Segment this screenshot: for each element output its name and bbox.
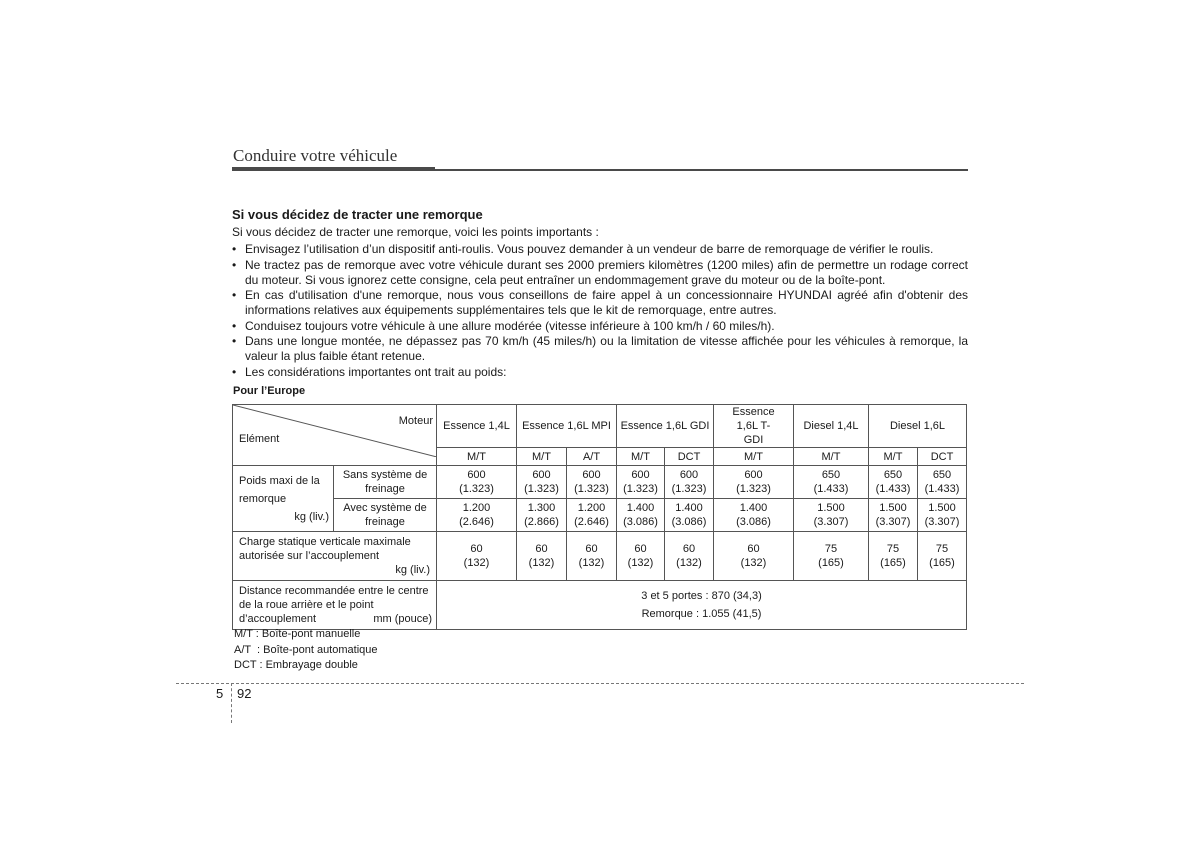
cell-value: 600 — [631, 469, 650, 481]
engine-header: Essence 1,4L — [437, 405, 517, 448]
chapter-title: Conduire votre véhicule — [233, 146, 398, 165]
table-cell — [869, 532, 918, 581]
transmission-header: M/T — [714, 448, 794, 466]
bullet-item: • Les considérations importantes ont trait au poids: — [232, 365, 968, 380]
cell-value: 600 — [467, 469, 486, 481]
cell-value: 1.300 — [527, 502, 556, 514]
cell-value: 60 — [634, 543, 647, 555]
engine-header: Essence 1,6L T-GDI — [714, 405, 794, 448]
section-intro: Si vous décidez de tracter une remorque, voici les points importants : — [232, 225, 599, 239]
table-cell — [918, 532, 967, 581]
charge-verticale-label: Charge statique verticale maximale autorisée sur l’accouplement — [239, 536, 411, 562]
cell-value: (165) — [880, 557, 906, 569]
corner-diagonal — [233, 405, 437, 457]
table-corner-cell — [233, 405, 437, 466]
distance-values-cell — [437, 581, 967, 630]
footer-vertical-dash — [231, 683, 232, 723]
note-line: M/T : Boîte-pont manuelle — [234, 628, 361, 640]
transmission-header: DCT — [665, 448, 714, 466]
transmission-header: A/T — [567, 448, 617, 466]
cell-value: (1.323) — [671, 483, 707, 495]
table-cell — [869, 466, 918, 499]
table-cell — [567, 532, 617, 581]
cell-value: (132) — [676, 557, 702, 569]
table-cell — [617, 532, 665, 581]
engine-header: Diesel 1,4L — [794, 405, 869, 448]
cell-value: 60 — [470, 543, 483, 555]
table-cell — [517, 466, 567, 499]
table-subheading: Pour l’Europe — [233, 385, 306, 397]
bullet-item: • Dans une longue montée, ne dépassez pas 70 km/h (45 miles/h) ou la limitation de vitesse affichée pour les véhicules à remorque, la valeur la plus faible étant retenue. — [232, 334, 968, 364]
engine-header: Diesel 1,6L — [869, 405, 967, 448]
footer-dashed-rule — [176, 683, 1024, 684]
table-cell — [869, 499, 918, 532]
bullet-item: • Ne tractez pas de remorque avec votre véhicule durant ses 2000 premiers kilomètres (1200 miles) afin de permettre un rodage correct du moteur. Si vous ignorez cette consigne, cela peut entraîner un endommagement grave du moteur ou de la boîte-pont. — [232, 258, 968, 288]
poids-maxi-unit: kg (liv.) — [294, 510, 329, 523]
cell-value: 60 — [747, 543, 760, 555]
header-rule-thick — [232, 167, 435, 171]
table-cell — [665, 466, 714, 499]
towing-spec-table — [232, 404, 967, 630]
table-cell — [714, 532, 794, 581]
cell-value: (132) — [578, 557, 605, 569]
table-cell — [617, 499, 665, 532]
distance-label: Distance recommandée entre le centre de la roue arrière et le point d’accouplement — [239, 585, 429, 625]
cell-value: 600 — [582, 469, 601, 481]
cell-value: 1.200 — [577, 502, 606, 514]
cell-value: (3.086) — [736, 516, 771, 528]
table-cell — [437, 499, 517, 532]
transmission-header: M/T — [869, 448, 918, 466]
table-cell — [794, 532, 869, 581]
cell-value: (132) — [463, 557, 490, 569]
cell-value: (132) — [528, 557, 555, 569]
cell-value: 1.400 — [626, 502, 655, 514]
table-cell — [567, 499, 617, 532]
cell-value: 75 — [935, 543, 949, 555]
page-number-value: 92 — [237, 686, 252, 701]
table-cell — [517, 499, 567, 532]
cell-value: (1.323) — [623, 483, 658, 495]
transmission-header: M/T — [794, 448, 869, 466]
cell-value: 75 — [886, 543, 900, 555]
avec-freinage-label: Avec système de freinage — [334, 499, 437, 532]
cell-value: 1.400 — [739, 502, 768, 514]
engine-header: Essence 1,6L GDI — [617, 405, 714, 448]
table-cell — [567, 466, 617, 499]
table-cell — [714, 499, 794, 532]
cell-value: 60 — [585, 543, 598, 555]
cell-value: 1.500 — [879, 502, 907, 514]
distance-cell — [233, 581, 437, 630]
header-rule-thin — [435, 169, 968, 171]
charge-verticale-cell — [233, 532, 437, 581]
transmission-header: M/T — [617, 448, 665, 466]
poids-maxi-label: Poids maxi de la remorque — [239, 474, 320, 505]
cell-value: (1.433) — [875, 483, 911, 495]
cell-value: (2.866) — [524, 516, 559, 528]
table-cell — [665, 499, 714, 532]
table-cell — [794, 499, 869, 532]
corner-moteur-label: Moteur — [398, 415, 433, 427]
cell-value: (1.433) — [813, 483, 849, 495]
cell-value: 600 — [679, 469, 699, 481]
cell-value: 60 — [682, 543, 696, 555]
table-cell — [714, 466, 794, 499]
cell-value: 1.500 — [817, 502, 845, 514]
bullet-list — [232, 242, 968, 380]
cell-value: 650 — [932, 469, 952, 481]
transmission-header: M/T — [517, 448, 567, 466]
cell-value: (132) — [740, 557, 767, 569]
cell-value: (2.646) — [459, 516, 494, 528]
cell-value: (132) — [627, 557, 654, 569]
table-cell — [918, 499, 967, 532]
cell-value: (1.433) — [924, 483, 960, 495]
cell-value: (165) — [818, 557, 844, 569]
sans-freinage-label: Sans système de freinage — [334, 466, 437, 499]
cell-value: (3.307) — [813, 516, 849, 528]
charge-verticale-unit: kg (liv.) — [395, 564, 430, 576]
bullet-item: • Envisagez l’utilisation d’un dispositif anti-roulis. Vous pouvez demander à un vendeur de barre de remorquage de vérifier le roulis. — [232, 242, 968, 257]
cell-value: (3.307) — [875, 516, 911, 528]
cell-value: (1.323) — [574, 483, 609, 495]
cell-value: 600 — [744, 469, 763, 481]
abbreviation-notes — [234, 627, 378, 674]
note-line: A/T : Boîte-pont automatique — [234, 643, 378, 656]
cell-value: 75 — [824, 543, 838, 555]
cell-value: (1.323) — [736, 483, 771, 495]
cell-value: 1.200 — [462, 502, 491, 514]
section-heading: Si vous décidez de tracter une remorque — [232, 207, 483, 222]
note-line: DCT : Embrayage double — [234, 659, 358, 671]
corner-element-label: Elément — [239, 433, 280, 445]
table-cell — [918, 466, 967, 499]
table-cell — [617, 466, 665, 499]
table-cell — [517, 532, 567, 581]
distance-line-1: 3 et 5 portes : 870 (34,3) — [641, 590, 762, 602]
cell-value: (2.646) — [574, 516, 609, 528]
transmission-header: DCT — [918, 448, 967, 466]
table-cell — [437, 532, 517, 581]
cell-value: 60 — [535, 543, 548, 555]
cell-value: 650 — [883, 469, 903, 481]
cell-value: (3.086) — [671, 516, 707, 528]
table-cell — [665, 532, 714, 581]
cell-value: 650 — [821, 469, 841, 481]
section-number: 5 — [216, 686, 224, 701]
cell-value: (1.323) — [524, 483, 559, 495]
cell-value: 600 — [532, 469, 551, 481]
poids-maxi-cell — [233, 466, 334, 532]
cell-value: (3.086) — [623, 516, 658, 528]
cell-value: (165) — [929, 557, 955, 569]
distance-line-2: Remorque : 1.055 (41,5) — [641, 608, 762, 620]
distance-unit: mm (pouce) — [373, 613, 432, 625]
bullet-item: • En cas d'utilisation d'une remorque, nous vous conseillons de faire appel à un concessionnaire HYUNDAI agréé afin d'obtenir des informations relatives aux équipements supplémentaires tels que le kit de remorquage, entre autres. — [232, 288, 968, 318]
cell-value: (1.323) — [459, 483, 494, 495]
cell-value: 1.400 — [675, 502, 703, 514]
table-cell — [437, 466, 517, 499]
bullet-item: • Conduisez toujours votre véhicule à une allure modérée (vitesse inférieure à 100 km/h / 60 miles/h). — [232, 319, 968, 334]
cell-value: 1.500 — [928, 502, 956, 514]
engine-header: Essence 1,6L MPI — [517, 405, 617, 448]
table-cell — [794, 466, 869, 499]
transmission-header: M/T — [437, 448, 517, 466]
cell-value: (3.307) — [924, 516, 960, 528]
